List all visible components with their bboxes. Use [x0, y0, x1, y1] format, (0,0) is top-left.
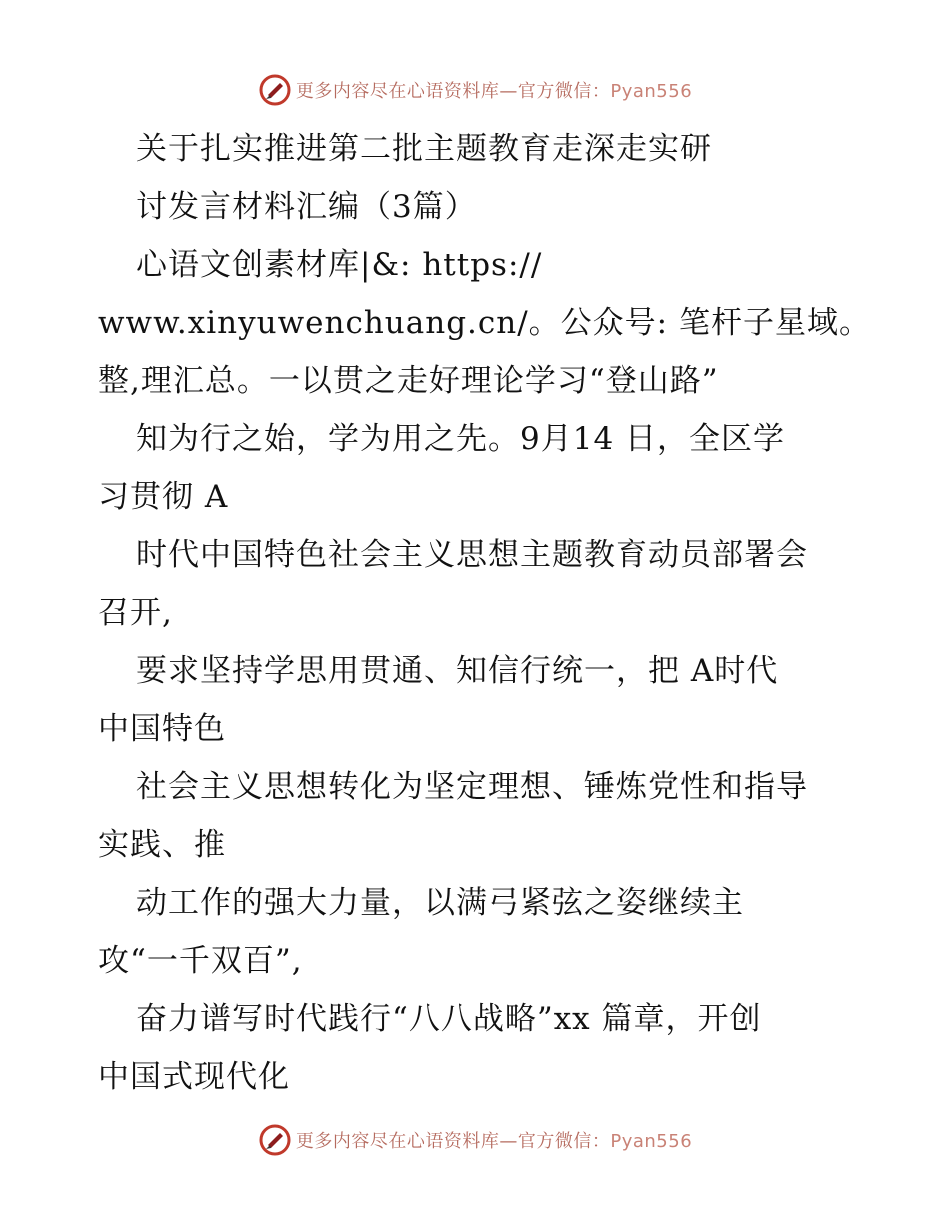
- text-line: 攻“一千双百”,: [98, 943, 303, 979]
- header-wechat-id: Pyan556: [610, 81, 693, 102]
- header-banner-text: [296, 77, 692, 103]
- text-line: 时代中国特色社会主义思想主题教育动员部署会: [136, 537, 808, 573]
- title-line-2: 讨发言材料汇编（3篇）: [136, 189, 477, 225]
- brand-logo-icon: [258, 1123, 292, 1157]
- footer-banner: [0, 1120, 950, 1160]
- text-line: 召开,: [98, 595, 173, 631]
- text-line: 动工作的强大力量，以满弓紧弦之姿继续主: [136, 885, 744, 921]
- text-line: 知为行之始，学为用之先。9月14 日，全区学: [136, 421, 786, 457]
- text-line: 社会主义思想转化为坚定理想、锤炼党性和指导: [136, 769, 808, 805]
- document-body: [98, 120, 898, 1106]
- header-banner: [0, 70, 950, 110]
- text-line: 奋力谱写时代践行“八八战略”xx 篇章，开创: [136, 1001, 762, 1037]
- header-banner-label: 更多内容尽在心语资料库—官方微信：: [295, 81, 611, 102]
- footer-banner-text: [296, 1127, 692, 1153]
- text-line: 整,理汇总。一以贯之走好理论学习“登山路”: [98, 363, 719, 399]
- text-line: 中国式现代化: [98, 1059, 290, 1095]
- text-line: www.xinyuwenchuang.cn/。公众号: 笔杆子星域。: [98, 305, 871, 341]
- text-line: 中国特色: [98, 711, 226, 747]
- brand-logo-icon: [258, 73, 292, 107]
- footer-banner-label: 更多内容尽在心语资料库—官方微信：: [295, 1131, 611, 1152]
- title-line-1: 关于扎实推进第二批主题教育走深走实研: [136, 131, 712, 167]
- text-line: 习贯彻 A: [98, 479, 229, 515]
- text-line: 心语文创素材库|&: https://: [136, 247, 543, 283]
- text-line: 实践、推: [98, 827, 226, 863]
- footer-wechat-id: Pyan556: [610, 1131, 693, 1152]
- text-line: 要求坚持学思用贯通、知信行统一，把 A时代: [136, 653, 779, 689]
